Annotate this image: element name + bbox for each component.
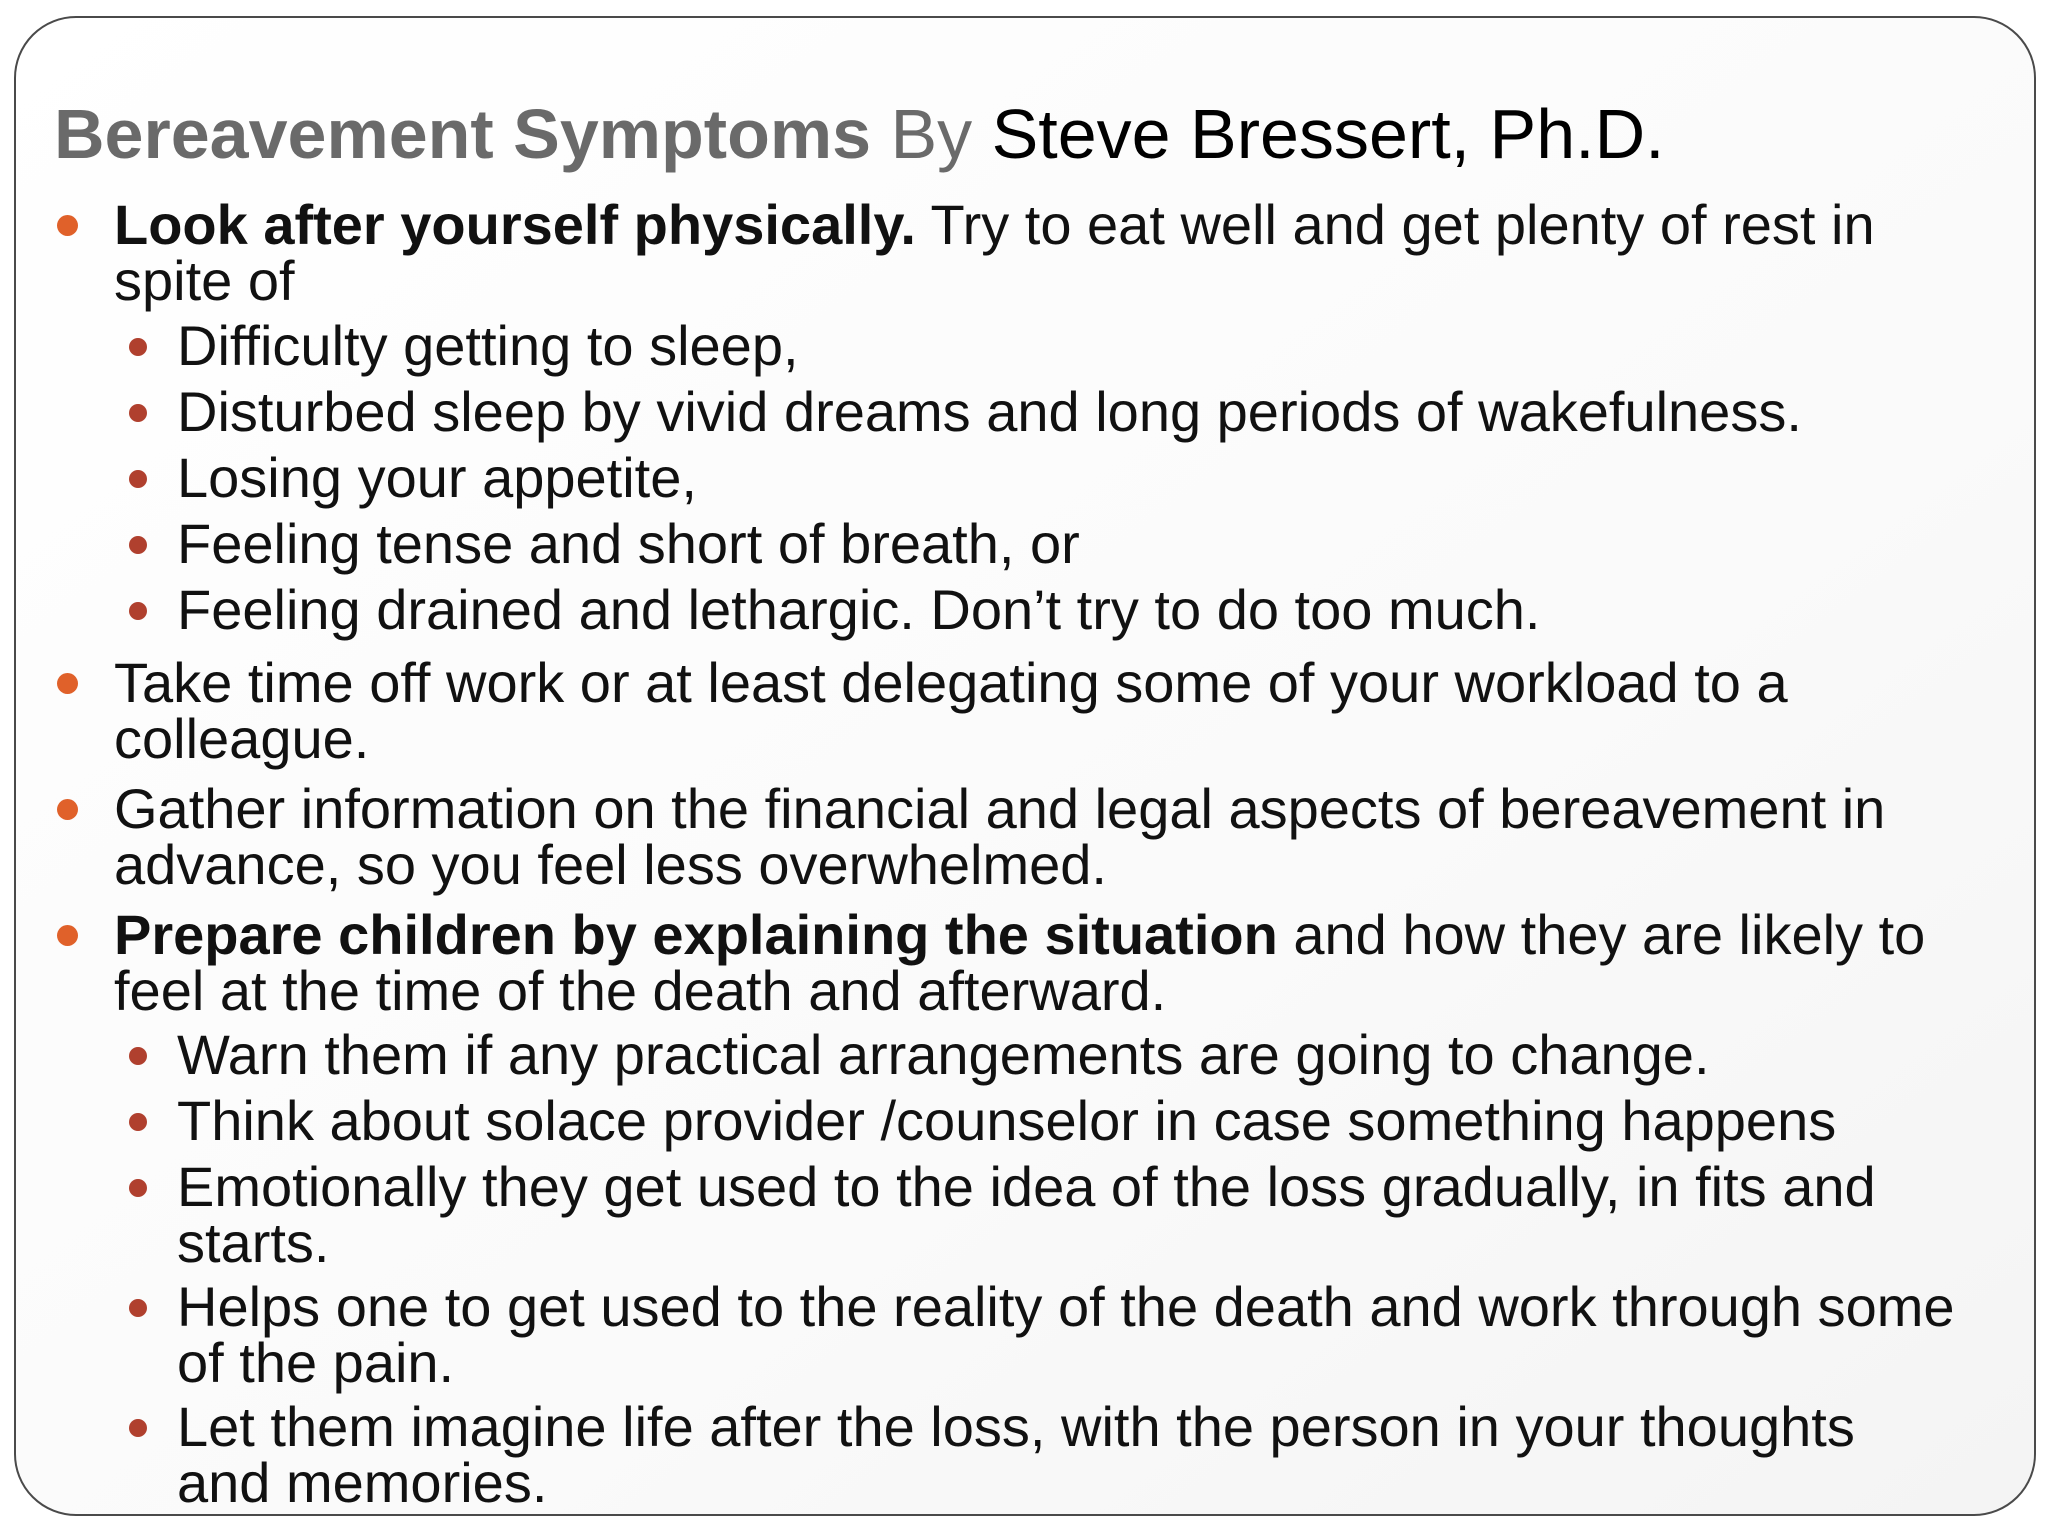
sub-bullet-icon bbox=[129, 1047, 147, 1065]
list-item bbox=[114, 193, 1954, 312]
list-item bbox=[114, 777, 1954, 896]
list-item bbox=[177, 446, 1957, 509]
list-item bbox=[177, 1155, 1957, 1274]
bullet-icon bbox=[57, 799, 78, 820]
list-item-text: Feeling drained and lethargic. Don’t try to do too much. bbox=[177, 578, 1541, 641]
list-item-text: Losing your appetite, bbox=[177, 446, 697, 509]
list-item-text: Gather information on the financial and legal aspects of bereavement in advance, so you feel less overwhelmed. bbox=[114, 777, 1886, 896]
list-item-bold: Prepare children by explaining the situation bbox=[114, 903, 1278, 966]
list-item-text: Disturbed sleep by vivid dreams and long periods of wakefulness. bbox=[177, 380, 1802, 443]
bullet-icon bbox=[57, 215, 78, 236]
list-item bbox=[177, 1275, 1957, 1394]
sub-bullet-icon bbox=[129, 602, 147, 620]
list-item bbox=[177, 314, 1957, 377]
list-item-text: Take time off work or at least delegating some of your workload to a colleague. bbox=[114, 651, 1788, 770]
list-item bbox=[177, 380, 1957, 443]
list-item-text: Warn them if any practical arrangements are going to change. bbox=[177, 1023, 1710, 1086]
list-item bbox=[177, 578, 1957, 641]
list-item-text: and how they are likely to feel at the time of the death and afterward. bbox=[114, 903, 1926, 1022]
sub-bullet-icon bbox=[129, 1299, 147, 1317]
sub-bullet-icon bbox=[129, 338, 147, 356]
sub-bullet-icon bbox=[129, 1419, 147, 1437]
sub-bullet-icon bbox=[129, 404, 147, 422]
list-item-bold: Look after yourself physically. bbox=[114, 193, 916, 256]
sub-bullet-icon bbox=[129, 1179, 147, 1197]
sub-bullet-icon bbox=[129, 1113, 147, 1131]
list-item bbox=[177, 512, 1957, 575]
bullet-icon bbox=[57, 925, 78, 946]
list-item-text: Feeling tense and short of breath, or bbox=[177, 512, 1080, 575]
list-item-text: Helps one to get used to the reality of the death and work through some of the pain. bbox=[177, 1275, 1955, 1394]
title-author: Steve Bressert, Ph.D. bbox=[991, 95, 1665, 173]
bullet-icon bbox=[57, 673, 78, 694]
list-item bbox=[177, 1395, 1957, 1514]
list-item-text: Try to eat well and get plenty of rest in spite of bbox=[114, 193, 1875, 312]
list-item bbox=[114, 651, 1954, 770]
list-item bbox=[177, 1089, 1957, 1152]
list-item-text: Emotionally they get used to the idea of the loss gradually, in fits and starts. bbox=[177, 1155, 1876, 1274]
title-by: By bbox=[871, 95, 992, 173]
list-item-text: Difficulty getting to sleep, bbox=[177, 314, 799, 377]
sub-bullet-icon bbox=[129, 470, 147, 488]
list-item bbox=[177, 1023, 1957, 1086]
list-item-text: Think about solace provider /counselor in case something happens bbox=[177, 1089, 1837, 1152]
sub-bullet-icon bbox=[129, 536, 147, 554]
list-item-text: Let them imagine life after the loss, with the person in your thoughts and memories. bbox=[177, 1395, 1855, 1514]
title-main: Bereavement Symptoms bbox=[54, 95, 871, 173]
list-item bbox=[114, 903, 1954, 1022]
